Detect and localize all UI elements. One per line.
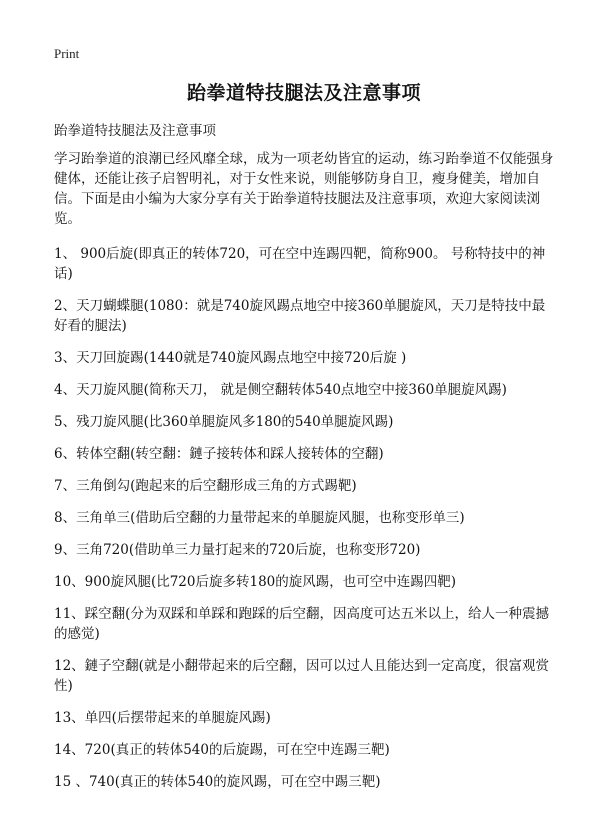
document-subtitle: 跆拳道特技腿法及注意事项 bbox=[54, 123, 216, 139]
list-item: 1、 900后旋(即真正的转体720，可在空中连踢四靶，简称900。 号称特技中的神话) bbox=[54, 246, 546, 282]
page-title: 跆拳道特技腿法及注意事项 bbox=[186, 82, 421, 104]
list-item: 15 、740(真正的转体540的旋风踢，可在空中踢三靶) bbox=[54, 774, 381, 790]
list-item: 9、三角720(借助单三力量打起来的720后旋，也称变形720) bbox=[54, 542, 421, 558]
print-link[interactable]: Print bbox=[54, 46, 80, 61]
list-item: 10、900旋风腿(比720后旋多转180的旋风踢，也可空中连踢四靶) bbox=[54, 574, 457, 590]
list-item: 5、残刀旋风腿(比360单腿旋风多180的540单腿旋风踢) bbox=[54, 414, 394, 430]
list-item: 8、三角单三(借助后空翻的力量带起来的单腿旋风腿，也称变形单三) bbox=[54, 510, 465, 526]
document-body bbox=[54, 149, 554, 804]
list-item: 7、三角倒勾(跑起来的后空翻形成三角的方式踢靶) bbox=[54, 478, 357, 494]
list-item: 13、单四(后摆带起来的单腿旋风踢) bbox=[54, 710, 271, 726]
list-item: 12、鏈子空翻(就是小翻带起来的后空翻，因可以过人且能达到一定高度，很富观赏性) bbox=[54, 658, 549, 694]
list-item: 6、转体空翻(转空翻：鏈子接转体和踩人接转体的空翻) bbox=[54, 446, 384, 462]
list-item: 4、天刀旋风腿(简称天刀， 就是侧空翻转体540点地空中接360单腿旋风踢) bbox=[54, 382, 507, 398]
list-item: 14、720(真正的转体540的后旋踢，可在空中连踢三靶) bbox=[54, 742, 390, 758]
list-item: 11、踩空翻(分为双踩和单踩和跑踩的后空翻，因高度可达五米以上，给人一种震撼的感觉) bbox=[54, 606, 549, 642]
list-item: 2、天刀蝴蝶腿(1080：就是740旋风踢点地空中接360单腿旋风，天刀是特技中最好看的腿法) bbox=[54, 298, 546, 334]
list-item: 3、天刀回旋踢(1440就是740旋风踢点地空中接720后旋 ) bbox=[54, 350, 407, 366]
intro-paragraph: 学习跆拳道的浪潮已经风靡全球，成为一项老幼皆宜的运动，练习跆拳道不仅能强身健体，还能让孩子启智明礼，对于女性来说，则能够防身自卫，瘦身健美，增加自信。下面是由小编为大家分享有关于跆拳道特技腿法及注意事项，欢迎大家阅读浏览。 bbox=[54, 151, 554, 227]
